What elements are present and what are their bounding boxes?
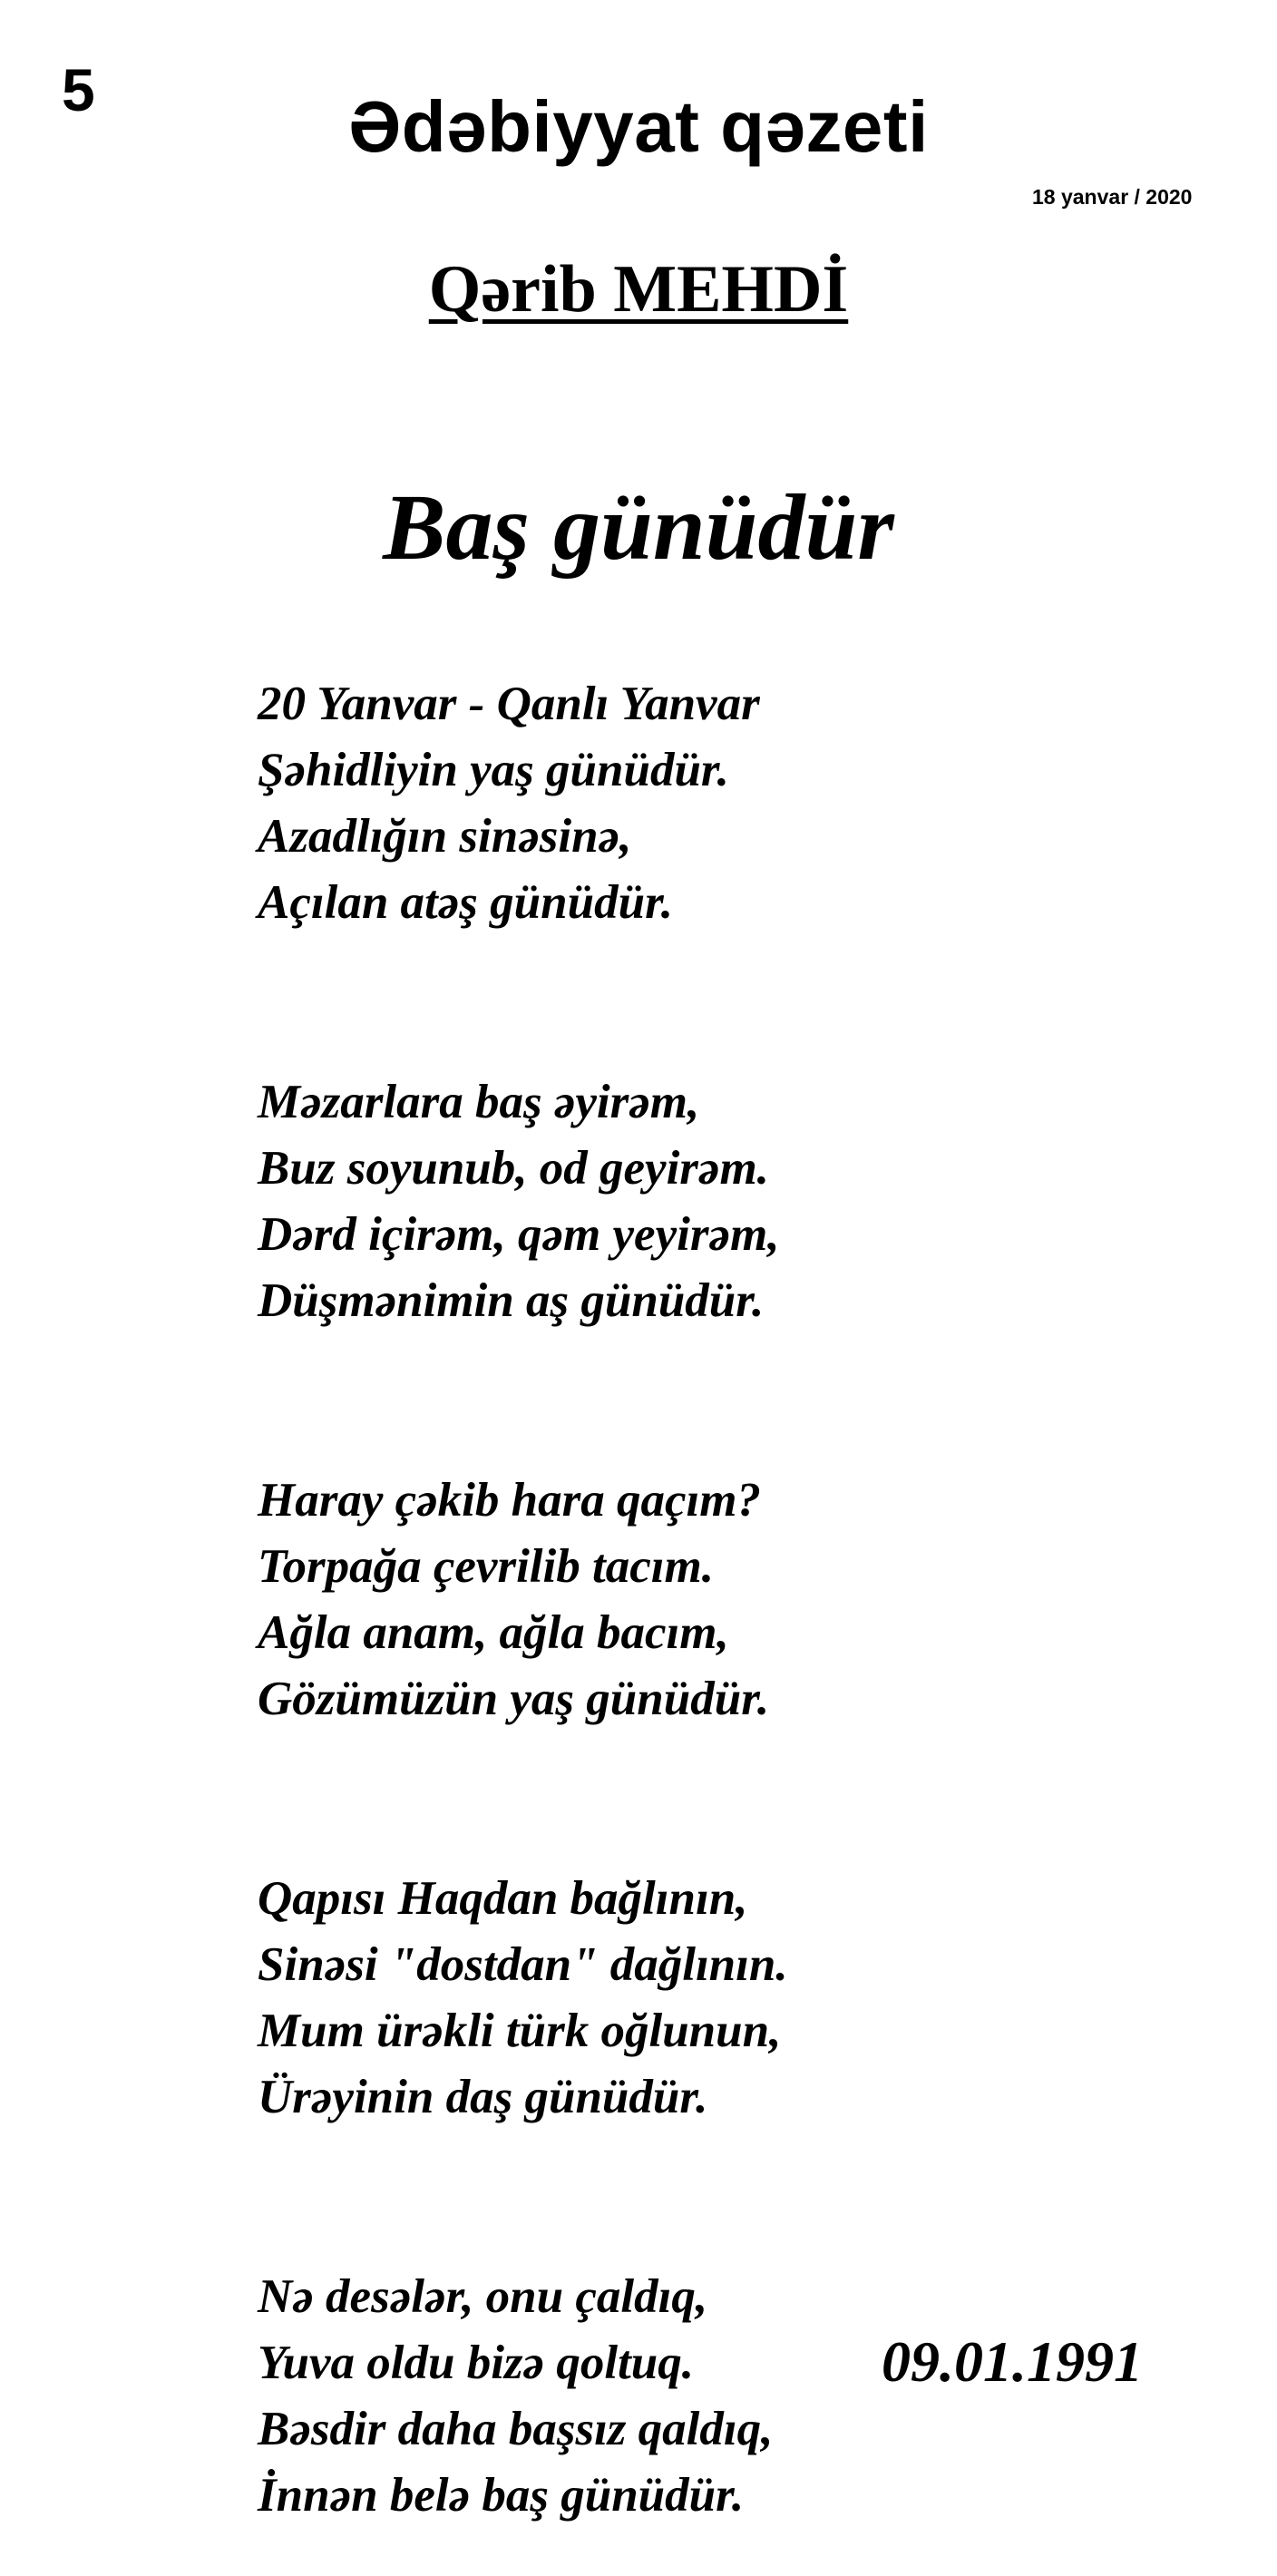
poem-line: Yuva oldu bizə qoltuq. — [258, 2337, 695, 2389]
poem-line: Qapısı Haqdan bağlının, — [258, 1872, 748, 1925]
poem-line: Sinəsi "dostdan" dağlının. — [258, 1938, 788, 1991]
poem-body — [258, 671, 788, 2529]
poem-line: Nə desələr, onu çaldıq, — [258, 2270, 708, 2323]
poem-line: Dərd içirəm, qəm yeyirəm, — [258, 1208, 780, 1261]
stanza — [258, 1866, 788, 2131]
poem-line: Məzarlara baş əyirəm, — [258, 1076, 700, 1128]
poem-line: Azadlığın sinəsinə, — [258, 810, 632, 863]
poem-title: Baş günüdür — [383, 475, 894, 580]
poem-line: Açılan atəş günüdür. — [258, 876, 674, 929]
poem-line: Buz soyunub, od geyirəm. — [258, 1142, 769, 1195]
poem-line: Bəsdir daha başsız qaldıq, — [258, 2403, 774, 2455]
stanza — [258, 2264, 788, 2529]
poem-line: Torpağa çevrilib tacım. — [258, 1540, 714, 1593]
poem-line: Ürəyinin daş günüdür. — [258, 2071, 708, 2123]
stanza — [258, 1069, 788, 1334]
poem-line: Şəhidliyin yaş günüdür. — [258, 744, 729, 796]
stanza — [258, 671, 788, 936]
poem-line: Gözümüzün yaş günüdür. — [258, 1673, 770, 1725]
poem-line: Haray çəkib hara qaçım? — [258, 1474, 761, 1527]
poem-line: Mum ürəkli türk oğlunun, — [258, 2005, 782, 2057]
page-number: 5 — [62, 56, 95, 123]
poem-line: Ağla anam, ağla bacım, — [258, 1606, 729, 1659]
issue-date: 18 yanvar / 2020 — [1032, 185, 1193, 209]
newspaper-title: Ədəbiyyat qəzeti — [348, 86, 929, 167]
poem-date: 09.01.1991 — [882, 2329, 1143, 2394]
poem-line: İnnən belə baş günüdür. — [258, 2469, 745, 2522]
poem-line: Düşmənimin aş günüdür. — [258, 1274, 765, 1327]
author-name: Qərib MEHDİ — [428, 252, 849, 327]
poem-line: 20 Yanvar - Qanlı Yanvar — [258, 678, 760, 730]
stanza — [258, 1468, 788, 1732]
